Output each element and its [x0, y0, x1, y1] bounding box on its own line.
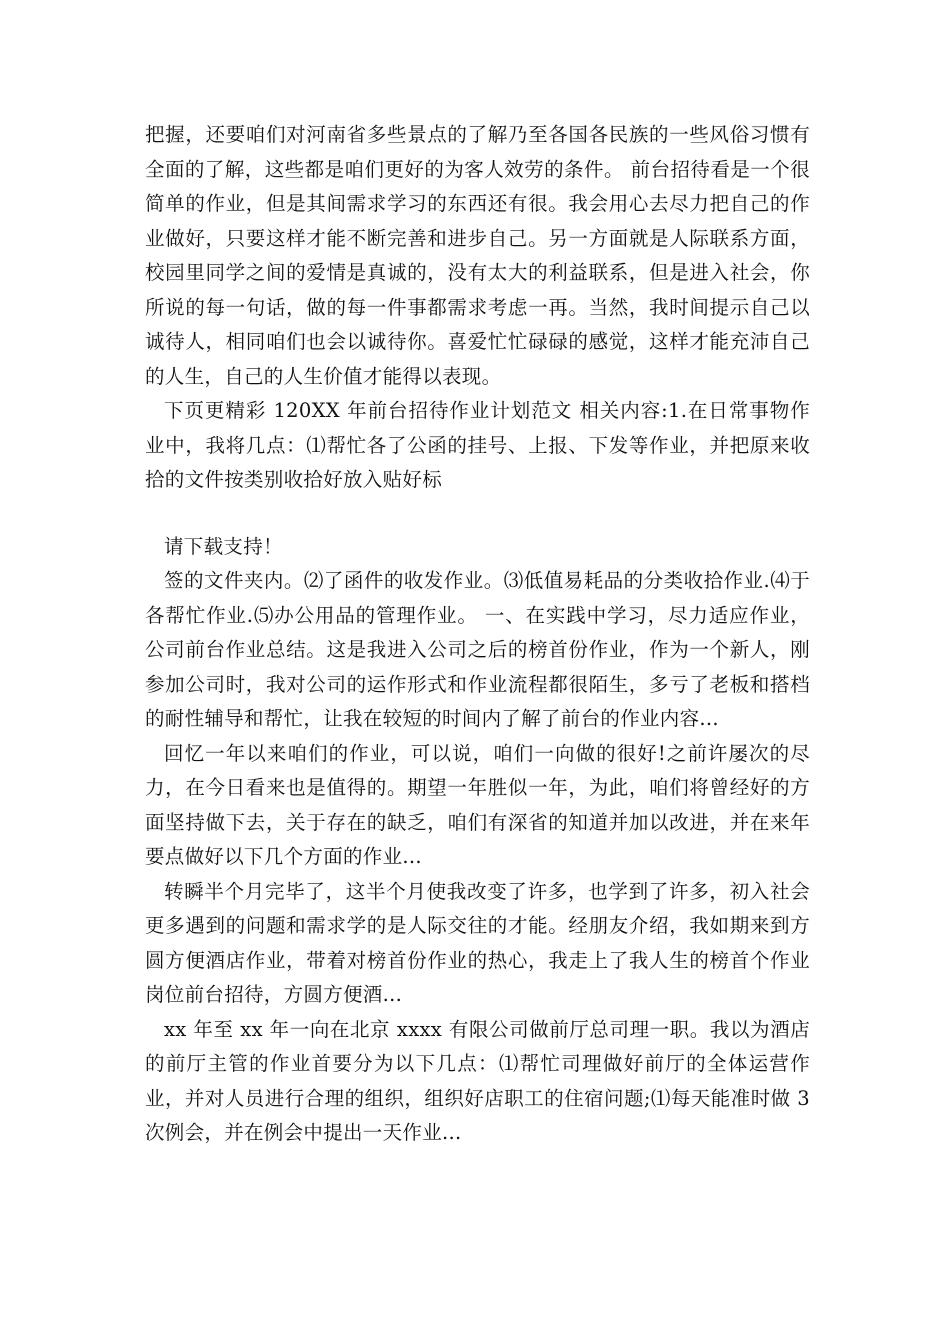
document-body [145, 118, 810, 1151]
paragraph-gap [145, 498, 810, 530]
paragraph-review: 回忆一年以来咱们的作业，可以说，咱们一向做的很好!之前许屡次的尽力，在今日看来也是值得的。期望一年胜似一年，为此，咱们将曾经好的方面坚持做下去，关于存在的缺乏，咱们有深省的知道并加以改进，并在来年要点做好以下几个方面的作业... [145, 741, 810, 868]
paragraph-download-note: 请下载支持！ [164, 534, 283, 558]
paragraph-half-month: 转瞬半个月完毕了，这半个月使我改变了许多，也学到了许多，初入社会更多遇到的问题和需求学的是人际交往的才能。经朋友介绍，我如期来到方圆方便酒店作业，带着对榜首份作业的热心，我走上了我人生的榜首个作业岗位前台招待，方圆方便酒... [145, 879, 810, 1006]
paragraph-intro: 把握，还要咱们对河南省多些景点的了解乃至各国各民族的一些风俗习惯有全面的了解，这些都是咱们更好的为客人效劳的条件。 前台招待看是一个很简单的作业，但是其间需求学习的东西还有很。我会用心去尽力把自己的作业做好，只要这样才能不断完善和进步自己。另一方面就是人际联系方面，校园里同学之间的爱情是真诚的，没有太大的利益联系，但是进入社会，你所说的每一句话，做的每一件事都需求考虑一再。当然，我时间提示自己以诚待人，相同咱们也会以诚待你。喜爱忙忙碌碌的感觉，这样才能充沛自己的人生，自己的人生价值才能得以表现。 [145, 123, 810, 388]
paragraph-next-page: 下页更精彩 120XX 年前台招待作业计划范文 相关内容:1.在日常事物作业中，我将几点：⑴帮忙各了公函的挂号、上报、下发等作业，并把原来收拾的文件按类别收拾好放入贴好标 [145, 399, 810, 491]
paragraph-folder: 签的文件夹内。⑵了函件的收发作业。⑶低值易耗品的分类收拾作业.⑷于各帮忙作业.⑸办公用品的管理作业。 一、在实践中学习，尽力适应作业，公司前台作业总结。这是我进入公司之后的榜首份作业，作为一个新人，刚参加公司时，我对公司的运作形式和作业流程都很陌生，多亏了老板和搭档的耐性辅导和帮忙，让我在较短的时间内了解了前台的作业内容... [145, 569, 810, 730]
paragraph-manager: xx 年至 xx 年一向在北京 xxxx 有限公司做前厅总司理一职。我以为酒店的前厅主管的作业首要分为以下几点：⑴帮忙司理做好前厅的全体运营作业，并对人员进行合理的组织，组织好店职工的住宿问题;⑴每天能准时做 3 次例会，并在例会中提出一天作业... [145, 1017, 810, 1144]
